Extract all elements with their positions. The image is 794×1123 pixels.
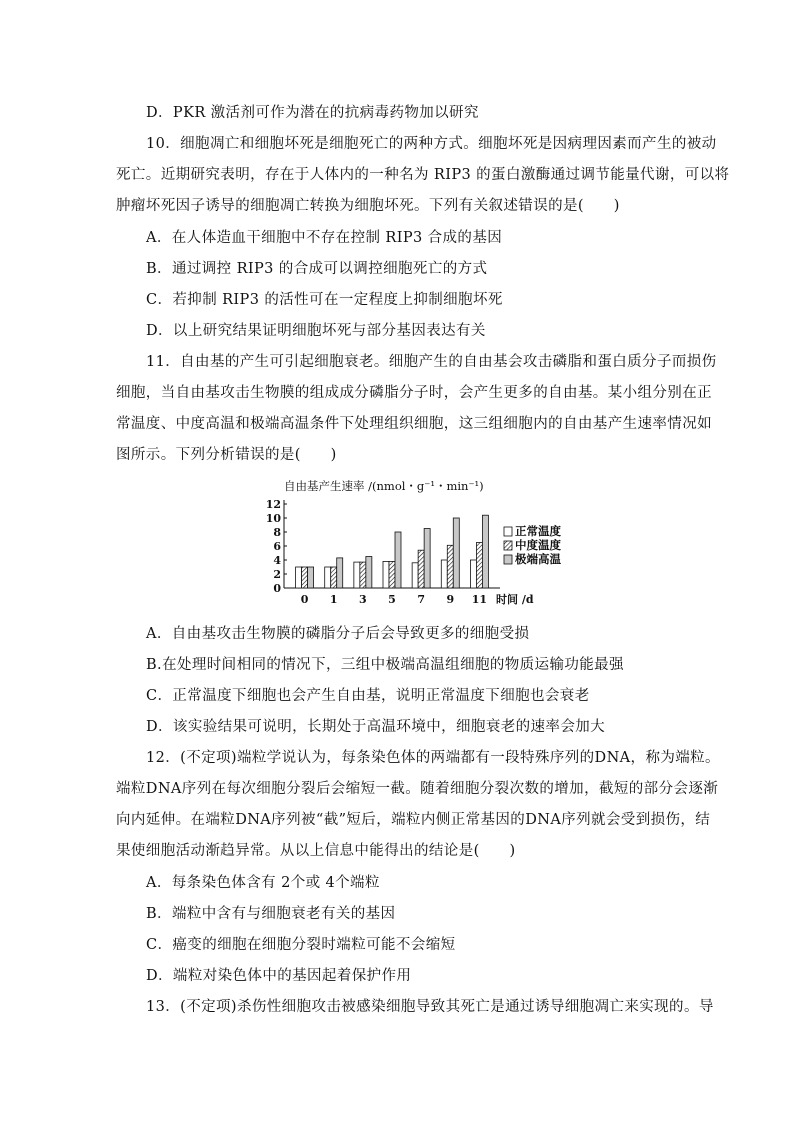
q9-option-d: D．PKR 激活剂可作为潜在的抗病毒药物加以研究 — [146, 105, 479, 121]
q12-stem-line-3: 向内延伸。在端粒DNA序列被“截”短后，端粒内侧正常基因的DNA序列就会受到损伤，结 — [116, 812, 711, 828]
legend-label: 中度温度 — [515, 538, 561, 552]
q11-stem-line-3: 常温度、中度高温和极端高温条件下处理组织细胞，这三组细胞内的自由基产生速率情况如 — [116, 416, 712, 432]
bar — [441, 560, 447, 588]
q11-option-a: A．自由基攻击生物膜的磷脂分子后会导致更多的细胞受损 — [146, 626, 530, 642]
x-tick-label: 5 — [388, 593, 396, 606]
legend-swatch — [504, 555, 512, 564]
legend-label: 极端高温 — [515, 552, 561, 566]
bar — [476, 543, 482, 589]
y-tick-label: 10 — [265, 512, 281, 525]
q11-stem-line-2: 细胞，当自由基攻击生物膜的组成成分磷脂分子时，会产生更多的自由基。某小组分别在正 — [116, 385, 712, 401]
q12-stem-line-4: 果使细胞活动渐趋异常。从以上信息中能得出的结论是( ) — [116, 843, 516, 859]
bar — [418, 550, 424, 588]
bar — [395, 532, 401, 588]
y-tick-label: 0 — [273, 582, 281, 595]
q10-stem-line-1: 10．细胞凋亡和细胞坏死是细胞死亡的两种方式。细胞坏死是因病理因素而产生的被动 — [146, 136, 717, 152]
q12-option-d: D．端粒对染色体中的基因起着保护作用 — [146, 968, 412, 984]
q11-option-c: C．正常温度下细胞也会产生自由基，说明正常温度下细胞也会衰老 — [146, 688, 590, 704]
bar — [331, 567, 337, 588]
bar — [412, 563, 418, 588]
x-tick-label: 3 — [359, 593, 367, 606]
x-tick-label: 9 — [446, 593, 455, 606]
q10-option-d: D．以上研究结果证明细胞坏死与部分基因表达有关 — [146, 323, 486, 339]
q12-option-c: C．癌变的细胞在细胞分裂时端粒可能不会缩短 — [146, 937, 456, 953]
free-radical-bar-chart — [262, 476, 602, 611]
bar — [470, 560, 476, 588]
bar — [360, 562, 366, 588]
chart-svg — [262, 476, 602, 611]
bar — [447, 545, 453, 588]
q11-stem-line-4: 图所示。下列分析错误的是( ) — [116, 447, 337, 463]
x-tick-label: 1 — [329, 593, 338, 606]
y-tick-label: 4 — [273, 554, 281, 567]
y-tick-label: 12 — [265, 498, 281, 511]
bar — [383, 561, 389, 588]
chart-x-axis-label: 时间 /d — [496, 593, 534, 606]
x-tick-label: 7 — [417, 593, 425, 606]
q10-option-c: C．若抑制 RIP3 的活性可在一定程度上抑制细胞坏死 — [146, 292, 503, 308]
bar — [325, 567, 331, 588]
legend-label: 正常温度 — [515, 524, 561, 538]
legend-swatch — [504, 527, 512, 536]
q10-stem-line-2: 死亡。近期研究表明，存在于人体内的一种名为 RIP3 的蛋白激酶通过调节能量代谢，可以将 — [116, 167, 730, 183]
x-tick-label: 11 — [471, 593, 488, 606]
bar — [354, 562, 360, 588]
q11-stem-line-1: 11．自由基的产生可引起细胞衰老。细胞产生的自由基会攻击磷脂和蛋白质分子而损伤 — [146, 354, 717, 370]
bar — [296, 567, 302, 588]
bar — [482, 515, 488, 588]
y-tick-label: 2 — [273, 568, 281, 581]
bar — [302, 567, 308, 588]
q12-stem-line-1: 12．(不定项)端粒学说认为，每条染色体的两端都有一段特殊序列的DNA，称为端粒。 — [146, 750, 720, 766]
q12-stem-line-2: 端粒DNA序列在每次细胞分裂后会缩短一截。随着细胞分裂次数的增加，截短的部分会逐渐 — [116, 781, 719, 797]
bar — [308, 567, 314, 588]
q12-option-b: B．端粒中含有与细胞衰老有关的基因 — [146, 906, 396, 922]
chart-y-axis-label: 自由基产生速率 /(nmol・g⁻¹・min⁻¹) — [284, 479, 484, 493]
q13-stem-line-1: 13．(不定项)杀伤性细胞攻击被感染细胞导致其死亡是通过诱导细胞凋亡来实现的。导 — [146, 999, 714, 1015]
q11-option-b: B.在处理时间相同的情况下，三组中极端高温组细胞的物质运输功能最强 — [146, 657, 624, 673]
q10-stem-line-3: 肿瘤坏死因子诱导的细胞凋亡转换为细胞坏死。下列有关叙述错误的是( ) — [116, 198, 620, 214]
bar — [389, 561, 395, 588]
bar — [424, 529, 430, 589]
x-tick-label: 0 — [300, 593, 309, 606]
bar — [453, 518, 459, 588]
legend-swatch — [504, 541, 512, 550]
q10-option-b: B．通过调控 RIP3 的合成可以调控细胞死亡的方式 — [146, 261, 488, 277]
bar — [337, 558, 343, 588]
q11-option-d: D．该实验结果可说明，长期处于高温环境中，细胞衰老的速率会加大 — [146, 719, 606, 735]
bar — [366, 557, 372, 589]
q12-option-a: A．每条染色体含有 2个或 4个端粒 — [146, 875, 380, 891]
q10-option-a: A．在人体造血干细胞中不存在控制 RIP3 合成的基因 — [146, 230, 503, 246]
y-tick-label: 6 — [273, 540, 281, 553]
y-tick-label: 8 — [273, 526, 281, 539]
